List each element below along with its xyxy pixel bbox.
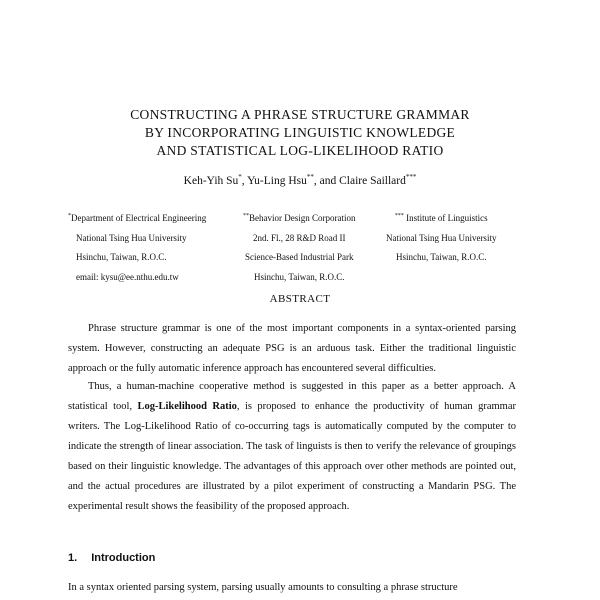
affiliation-3 <box>386 207 496 268</box>
abstract-paragraph-2 <box>68 377 516 517</box>
affiliation-2-line-2: 2nd. Fl., 28 R&D Road II <box>252 232 346 243</box>
author-3-mark: *** <box>405 173 417 181</box>
section-title: Introduction <box>91 552 156 564</box>
affiliation-1-mark: * <box>68 213 71 219</box>
paper-title <box>60 106 540 160</box>
abstract-paragraph-2-rest: , is proposed to enhance the productivity of human grammar writers. The Log-Likelihood Ratio of co-occurring tags is automatically computed by the computer to indicate the strength of linear association. The task of linguists is then to verify the relevance of groupings based on their linguistic knowledge. The advantages of this approach over other methods are pointed out, and the actual procedures are illustrated by a pilot experiment of constructing a Mandarin PSG. The experimental result shows the feasibility of the proposed approach. <box>68 401 516 512</box>
author-line <box>60 173 540 187</box>
affiliation-1-line-3: Hsinchu, Taiwan, R.O.C. <box>76 252 167 262</box>
affiliation-2-line-4: Hsinchu, Taiwan, R.O.C. <box>254 271 345 282</box>
affiliation-1 <box>68 207 206 287</box>
abstract-paragraph-1: Phrase structure grammar is one of the most important components in a syntax-oriented parsing system. However, constructing an adequate PSG is an arduous task. Either the traditional linguistic approach or the fully automatic inference approach has encountered several difficulties. <box>68 323 516 374</box>
affiliation-2-mark: ** <box>243 213 249 219</box>
abstract-heading: ABSTRACT <box>269 293 331 305</box>
title-line-2: BY INCORPORATING LINGUISTIC KNOWLEDGE <box>144 125 456 140</box>
affiliation-3-line-2: National Tsing Hua University <box>386 232 497 243</box>
affiliation-1-line-1: Department of Electrical Engineering <box>71 213 207 223</box>
introduction-first-line: In a syntax oriented parsing system, parsing usually amounts to consulting a phrase structure <box>68 582 458 593</box>
section-heading-introduction <box>68 552 155 564</box>
affiliation-3-line-3: Hsinchu, Taiwan, R.O.C. <box>396 252 487 262</box>
author-separator-2: , and <box>313 174 340 187</box>
affiliation-3-mark: *** <box>394 213 404 219</box>
section-number: 1. <box>68 552 78 564</box>
affiliation-2 <box>243 207 355 287</box>
abstract-paragraph-2-bold-term: Log-Likelihood Ratio <box>137 401 237 412</box>
author-1: Keh-Yih Su <box>183 174 239 187</box>
author-separator-1: , <box>241 174 248 187</box>
author-2: Yu-Ling Hsu <box>247 174 307 187</box>
author-3: Claire Saillard <box>339 174 406 187</box>
title-line-1: CONSTRUCTING A PHRASE STRUCTURE GRAMMAR <box>130 107 470 122</box>
title-line-3: AND STATISTICAL LOG-LIKELIHOOD RATIO <box>156 143 444 158</box>
author-2-mark: ** <box>306 173 314 181</box>
author-1-mark: * <box>238 173 242 181</box>
affiliation-3-line-1: Institute of Linguistics <box>406 213 488 223</box>
affiliation-2-line-3: Science-Based Industrial Park <box>245 252 354 262</box>
abstract-paragraph-2-start: Thus, a human-machine cooperative method is suggested in this paper as a better approach. A statistical tool, <box>68 381 516 412</box>
affiliation-1-line-2: National Tsing Hua University <box>76 232 187 243</box>
affiliation-1-email: email: kysu@ee.nthu.edu.tw <box>76 271 179 282</box>
affiliation-2-line-1: Behavior Design Corporation <box>249 213 356 223</box>
